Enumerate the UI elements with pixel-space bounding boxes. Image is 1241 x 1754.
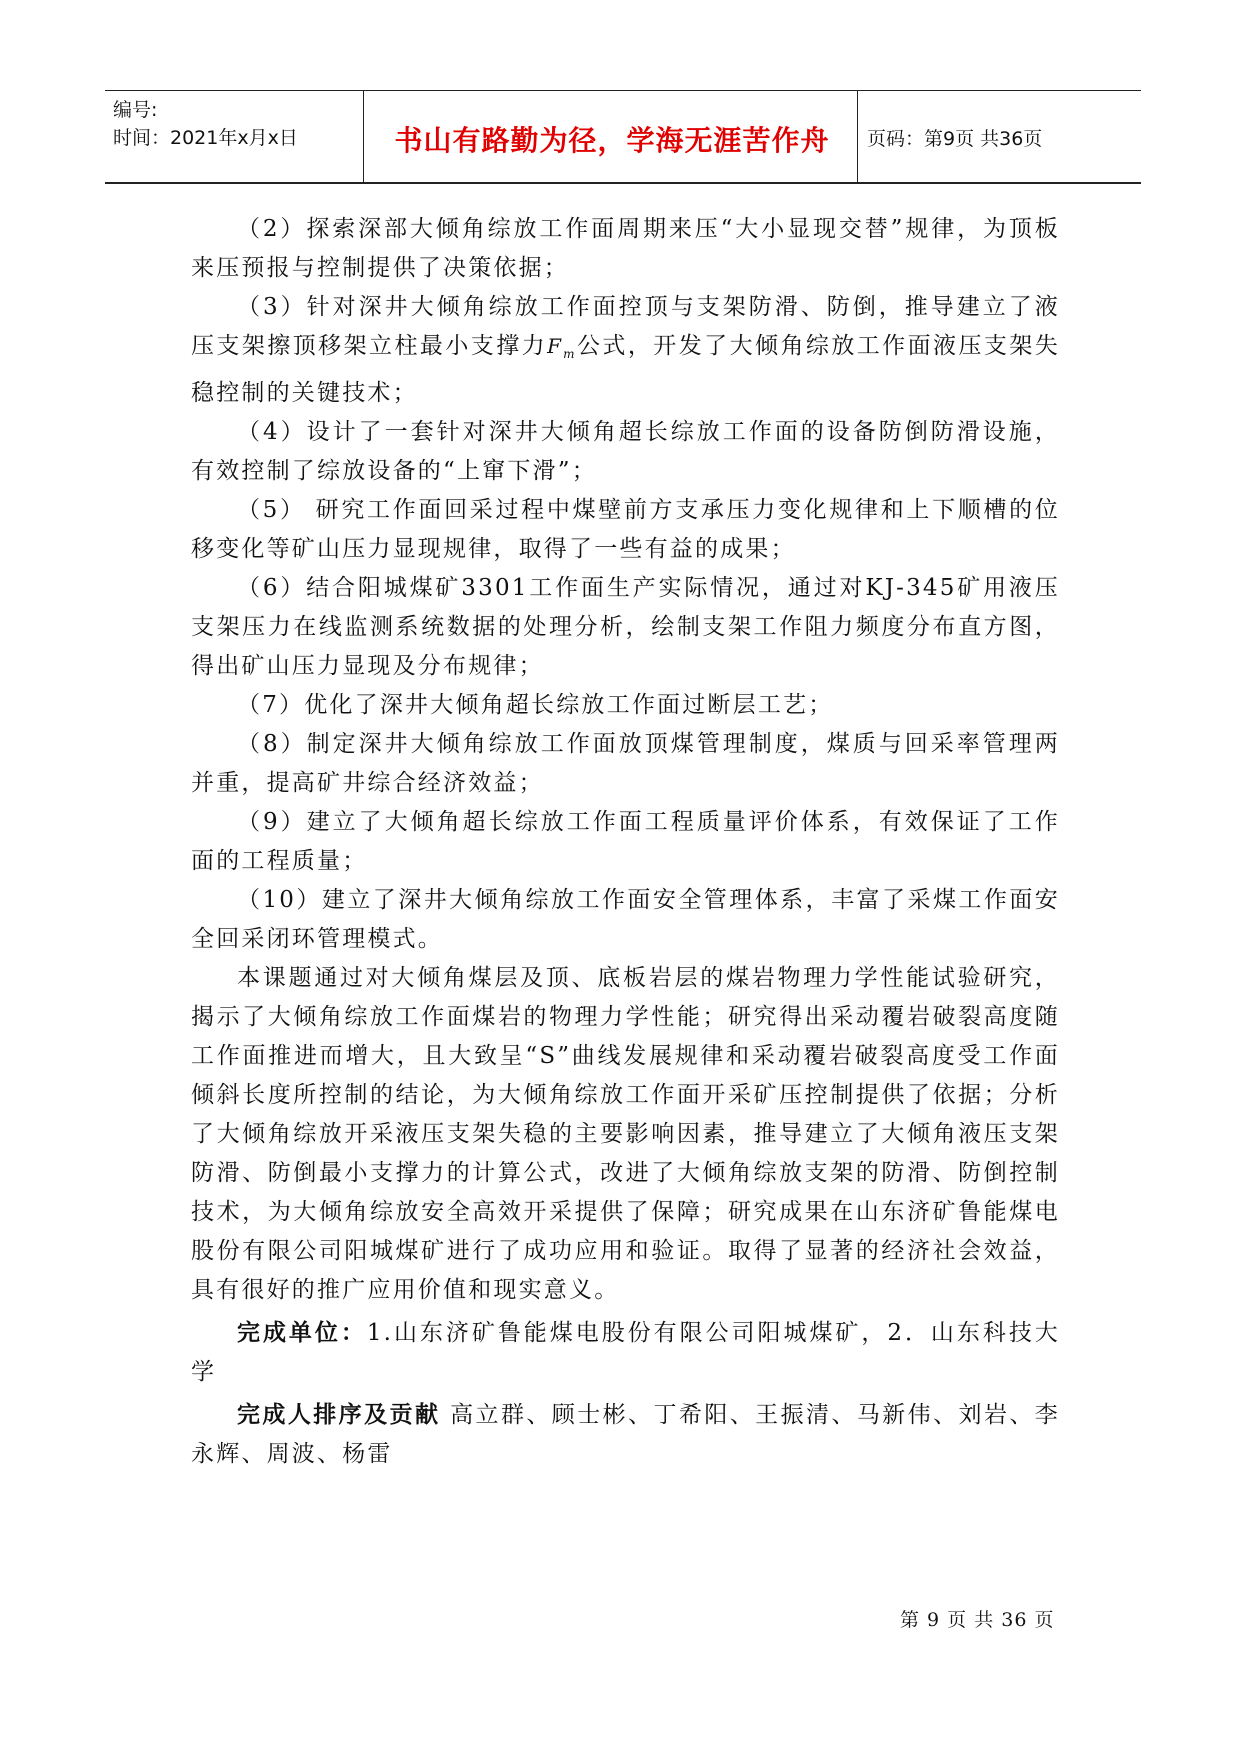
paragraph-item-4: （4）设计了一套针对深井大倾角超长综放工作面的设备防倒防滑设施，有效控制了综放设备的“上窜下滑”； bbox=[191, 419, 1060, 484]
header-bottom-rule bbox=[105, 182, 1141, 184]
formula-fm bbox=[547, 334, 577, 361]
paragraph-item-6: （6）结合阳城煤矿3301工作面生产实际情况，通过对KJ-345矿用液压支架压力在线监测系统数据的处理分析，绘制支架工作阻力频度分布直方图，得出矿山压力显现及分布规律； bbox=[191, 575, 1060, 679]
header-table bbox=[105, 90, 1141, 184]
completion-units bbox=[191, 1314, 1060, 1392]
paragraph-item-10: （10）建立了深井大倾角综放工作面安全管理体系，丰富了采煤工作面安全回采闭环管理模式。 bbox=[191, 887, 1060, 952]
contributors-label: 完成人排序及贡献 bbox=[237, 1402, 441, 1428]
header-top-rule bbox=[105, 90, 1141, 91]
paragraph-item-3 bbox=[191, 288, 1060, 413]
header-page-label: 页码：第9页 共36页 bbox=[867, 128, 1043, 150]
page-footer: 第 9 页 共 36 页 bbox=[900, 1609, 1055, 1631]
paragraph-item-5: （5） 研究工作面回采过程中煤壁前方支承压力变化规律和上下顺槽的位移变化等矿山压力显现规律，取得了一些有益的成果； bbox=[191, 497, 1060, 562]
formula-main: F bbox=[547, 334, 564, 358]
paragraph-item-3-before: （3）针对深井大倾角综放工作面控顶与支架防滑、防倒，推导建立了液压支架擦顶移架立柱最小支撑力 bbox=[191, 294, 1060, 359]
paragraph-item-3-after: 公式，开发了大倾角综放工作面液压支架失稳控制的关键技术； bbox=[191, 333, 1060, 406]
header-time-label: 时间：2021年x月x日 bbox=[113, 127, 298, 149]
contributors bbox=[191, 1396, 1060, 1474]
formula-subscript: m bbox=[563, 347, 577, 361]
paragraph-item-7: （7）优化了深井大倾角超长综放工作面过断层工艺； bbox=[237, 692, 834, 718]
paragraph-summary: 本课题通过对大倾角煤层及顶、底板岩层的煤岩物理力学性能试验研究，揭示了大倾角综放工作面煤岩的物理力学性能；研究得出采动覆岩破裂高度随工作面推进而增大，且大致呈“S”曲线发展规律和采动覆岩破裂高度受工作面倾斜长度所控制的结论，为大倾角综放工作面开采矿压控制提供了依据；分析了大倾角综放开采液压支架失稳的主要影响因素，推导建立了大倾角液压支架防滑、防倒最小支撑力的计算公式，改进了大倾角综放支架的防滑、防倒控制技术，为大倾角综放安全高效开采提供了保障；研究成果在山东济矿鲁能煤电股份有限公司阳城煤矿进行了成功应用和验证。取得了显著的经济社会效益，具有很好的推广应用价值和现实意义。 bbox=[191, 965, 1060, 1303]
header-motto: 书山有路勤为径，学海无涯苦作舟 bbox=[394, 124, 830, 157]
paragraph-item-9: （9）建立了大倾角超长综放工作面工程质量评价体系，有效保证了工作面的工程质量； bbox=[191, 809, 1060, 874]
completion-units-text: 1.山东济矿鲁能煤电股份有限公司阳城煤矿，2．山东科技大学 bbox=[191, 1320, 1060, 1385]
completion-units-label: 完成单位： bbox=[237, 1320, 367, 1346]
document-body bbox=[191, 210, 1060, 1474]
paragraph-item-2: （2）探索深部大倾角综放工作面周期来压“大小显现交替”规律，为顶板来压预报与控制提供了决策依据； bbox=[191, 216, 1060, 281]
header-divider-left bbox=[363, 90, 364, 184]
header-meta bbox=[113, 96, 298, 152]
paragraph-item-8: （8）制定深井大倾角综放工作面放顶煤管理制度，煤质与回采率管理两并重，提高矿井综合经济效益； bbox=[191, 731, 1060, 796]
contributors-text: 高立群、顾士彬、丁希阳、王振清、马新伟、刘岩、李永辉、周波、杨雷 bbox=[191, 1402, 1060, 1467]
header-divider-right bbox=[857, 90, 858, 184]
header-number-label: 编号: bbox=[113, 99, 158, 121]
